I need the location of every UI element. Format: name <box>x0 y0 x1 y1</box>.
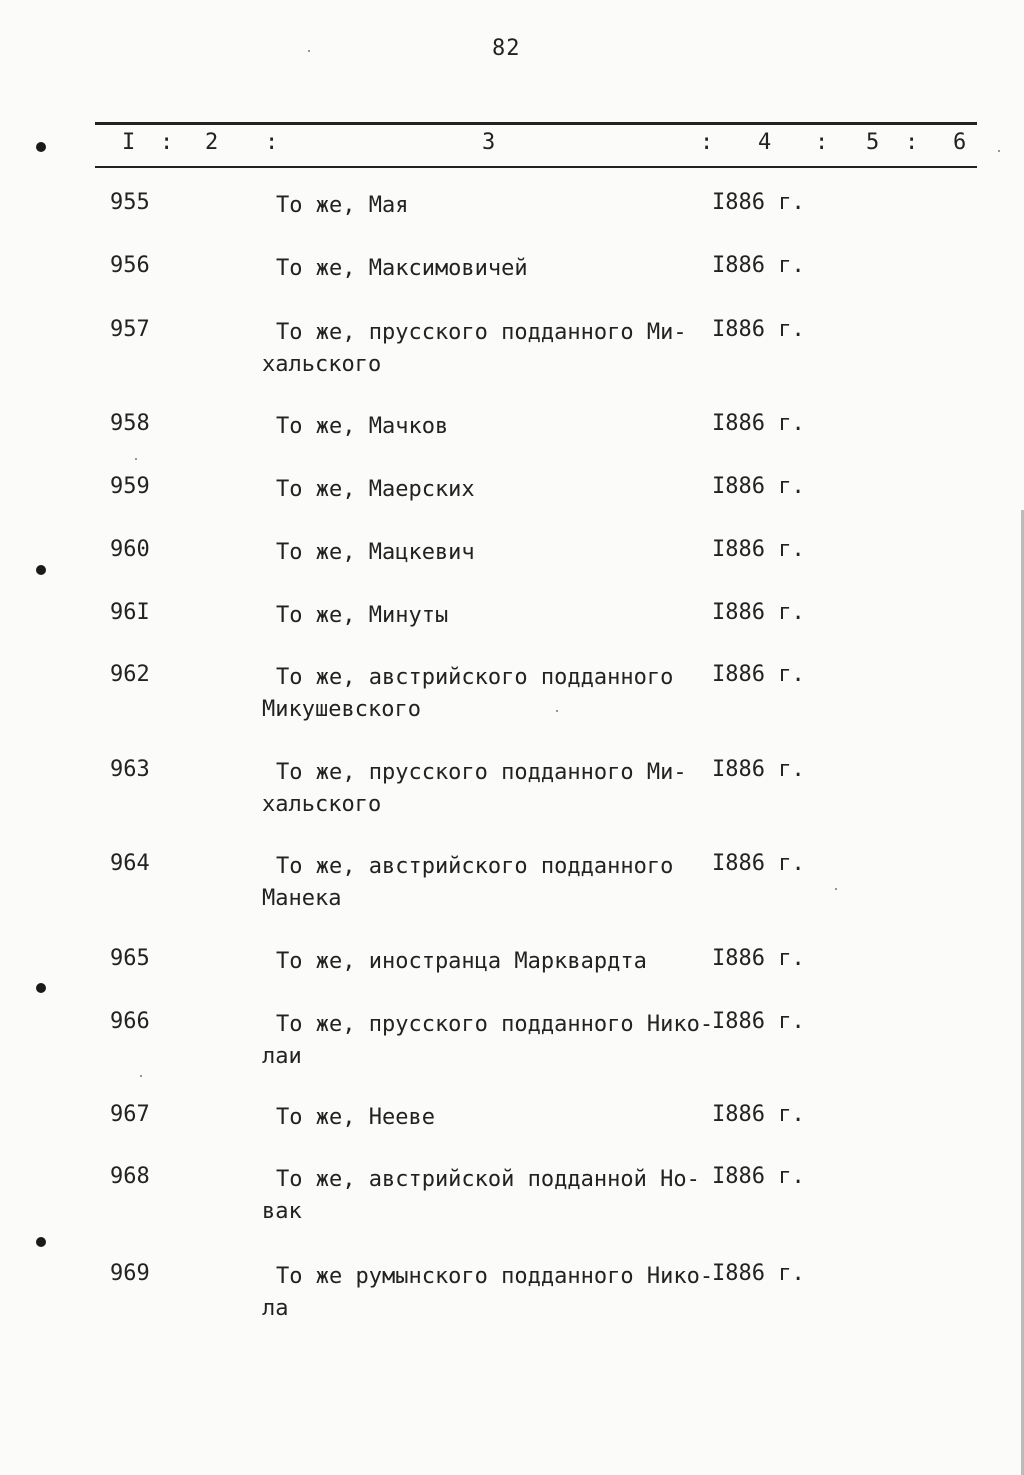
header-separator: : <box>905 130 919 155</box>
description-line: Манека <box>262 886 342 911</box>
row-number: 968 <box>110 1164 150 1189</box>
description-line: Микушевского <box>262 697 421 722</box>
header-separator: : <box>160 130 174 155</box>
row-year: I886 г. <box>712 474 805 499</box>
row-description <box>262 537 702 569</box>
description-line: То же, Минуты <box>276 603 449 628</box>
row-year: I886 г. <box>712 317 805 342</box>
table-top-rule <box>95 122 977 125</box>
row-number: 959 <box>110 474 150 499</box>
row-year: I886 г. <box>712 411 805 436</box>
description-line: То же, Маерских <box>276 477 475 502</box>
row-number: 963 <box>110 757 150 782</box>
description-line: То же, Мая <box>276 193 409 218</box>
row-description <box>262 662 702 726</box>
scan-speck <box>135 458 137 460</box>
description-line: ла <box>262 1296 289 1321</box>
row-description <box>262 190 702 222</box>
row-description <box>262 851 702 915</box>
header-column-label: 2 <box>205 130 219 155</box>
description-line: лаи <box>262 1044 302 1069</box>
header-separator: : <box>700 130 714 155</box>
scan-speck <box>140 1075 142 1077</box>
description-line: То же, австрийского подданного <box>276 854 674 879</box>
scan-speck <box>835 888 837 890</box>
description-line: То же, Мачков <box>276 414 449 439</box>
row-number: 967 <box>110 1102 150 1127</box>
header-column-label: 4 <box>758 130 772 155</box>
scan-speck <box>308 50 310 52</box>
description-line: То же, Максимовичей <box>276 256 528 281</box>
row-description <box>262 1102 702 1134</box>
row-description <box>262 317 702 381</box>
header-column-label: 5 <box>866 130 880 155</box>
row-number: 969 <box>110 1261 150 1286</box>
row-number: 956 <box>110 253 150 278</box>
description-line: То же, Мацкевич <box>276 540 475 565</box>
row-year: I886 г. <box>712 253 805 278</box>
description-line: То же, австрийской подданной Но- <box>276 1167 700 1192</box>
header-column-label: I <box>122 130 136 155</box>
row-number: 960 <box>110 537 150 562</box>
scan-speck <box>998 150 1000 152</box>
row-description <box>262 757 702 821</box>
punch-hole-mark <box>36 1237 46 1247</box>
header-separator: : <box>265 130 279 155</box>
row-year: I886 г. <box>712 851 805 876</box>
row-year: I886 г. <box>712 537 805 562</box>
header-separator: : <box>815 130 829 155</box>
scan-speck <box>556 710 558 712</box>
description-line: То же, иностранца Марквардта <box>276 949 647 974</box>
description-line: То же, прусского подданного Ми- <box>276 760 687 785</box>
description-line: То же, прусского подданного Ми- <box>276 320 687 345</box>
description-line: вак <box>262 1199 302 1224</box>
row-description <box>262 946 702 978</box>
row-year: I886 г. <box>712 1164 805 1189</box>
description-line: хальского <box>262 352 382 377</box>
page-number: 82 <box>492 36 521 61</box>
row-description <box>262 1009 714 1073</box>
row-description <box>262 411 702 443</box>
description-line: То же, австрийского подданного <box>276 665 674 690</box>
row-year: I886 г. <box>712 1261 805 1286</box>
row-number: 955 <box>110 190 150 215</box>
row-year: I886 г. <box>712 946 805 971</box>
header-column-label: 6 <box>953 130 967 155</box>
row-description <box>262 253 702 285</box>
description-line: То же румынского подданного Нико- <box>276 1264 714 1289</box>
description-line: хальского <box>262 792 382 817</box>
row-number: 964 <box>110 851 150 876</box>
table-header-rule <box>95 166 977 168</box>
row-year: I886 г. <box>712 1102 805 1127</box>
description-line: То же, Нееве <box>276 1105 435 1130</box>
row-description <box>262 600 702 632</box>
row-year: I886 г. <box>712 757 805 782</box>
row-number: 965 <box>110 946 150 971</box>
row-year: I886 г. <box>712 190 805 215</box>
header-column-label: 3 <box>482 130 496 155</box>
row-year: I886 г. <box>712 600 805 625</box>
row-number: 96I <box>110 600 150 625</box>
row-description <box>262 1164 702 1228</box>
row-year: I886 г. <box>712 1009 805 1034</box>
punch-hole-mark <box>36 565 46 575</box>
row-number: 966 <box>110 1009 150 1034</box>
punch-hole-mark <box>36 983 46 993</box>
row-number: 958 <box>110 411 150 436</box>
description-line: То же, прусского подданного Нико- <box>276 1012 714 1037</box>
row-number: 962 <box>110 662 150 687</box>
row-description <box>262 1261 714 1325</box>
punch-hole-mark <box>36 142 46 152</box>
row-year: I886 г. <box>712 662 805 687</box>
row-number: 957 <box>110 317 150 342</box>
row-description <box>262 474 702 506</box>
